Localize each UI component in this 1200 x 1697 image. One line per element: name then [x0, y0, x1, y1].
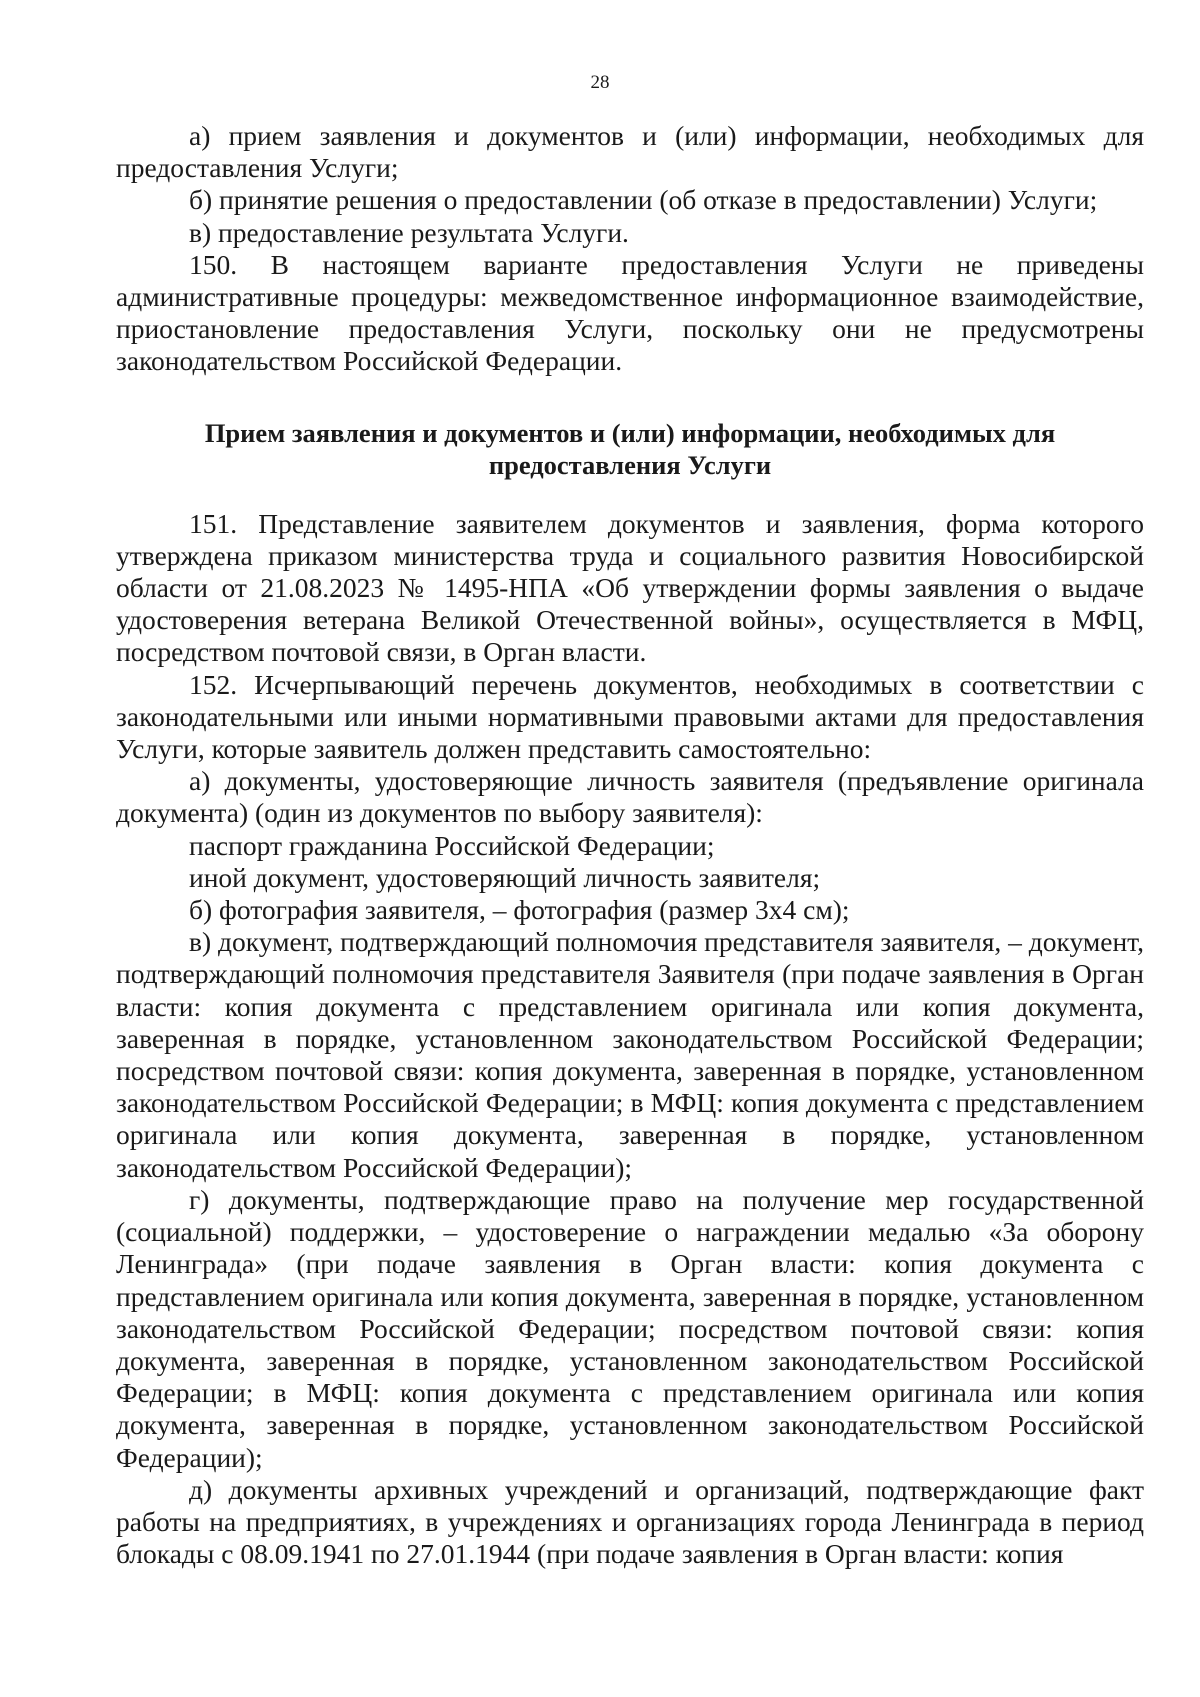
section-heading: Прием заявления и документов и (или) информации, необходимых для предоставления Услуги — [204, 417, 1056, 480]
page-number: 28 — [590, 72, 610, 93]
paragraph-152-b: б) фотография заявителя, – фотография (размер 3х4 см); — [189, 894, 850, 926]
paragraph-item-v: в) предоставление результата Услуги. — [189, 216, 629, 248]
paragraph-151: 151. Представление заявителем документов и заявления, форма которого утверждена приказом министерства труда и социального развития Новосибирской области от 21.08.2023 № 1495-НПА «Об утверждении формы заявления о выдаче удостоверения ветерана Великой Отечественной войны», осуществляется в МФЦ, посредством почтовой связи, в Орган власти. — [116, 507, 1144, 668]
document-body — [116, 120, 1144, 1570]
paragraph-152: 152. Исчерпывающий перечень документов, необходимых в соответствии с законодательными или иными нормативными правовыми актами для предоставления Услуги, которые заявитель должен представить самостоятельно: — [116, 668, 1144, 765]
paragraph-other-id: иной документ, удостоверяющий личность заявителя; — [189, 861, 821, 893]
paragraph-item-a: а) прием заявления и документов и (или) информации, необходимых для предоставления Услуги; — [116, 120, 1144, 184]
paragraph-passport: паспорт гражданина Российской Федерации; — [189, 829, 715, 861]
paragraph-152-v: в) документ, подтверждающий полномочия представителя заявителя, – документ, подтверждающий полномочия представителя Заявителя (при подаче заявления в Орган власти: копия документа с представлением оригинала или копия документа, заверенная в порядке, установленном законодательством Российской Федерации; посредством почтовой связи: копия документа, заверенная в порядке, установленном законодательством Российской Федерации; в МФЦ: копия документа с представлением оригинала или копия документа, заверенная в порядке, установленном законодательством Российской Федерации); — [116, 926, 1144, 1183]
paragraph-152-g: г) документы, подтверждающие право на получение мер государственной (социальной) поддержки, – удостоверение о награждении медалью «За оборону Ленинграда» (при подаче заявления в Орган власти: копия документа с представлением оригинала или копия документа, заверенная в порядке, установленном законодательством Российской Федерации; посредством почтовой связи: копия документа, заверенная в порядке, установленном законодательством Российской Федерации; в МФЦ: копия документа с представлением оригинала или копия документа, заверенная в порядке, установленном законодательством Российской Федерации); — [116, 1183, 1144, 1473]
paragraph-152-d: д) документы архивных учреждений и организаций, подтверждающие факт работы на предприятиях, в учреждениях и организациях города Ленинграда в период блокады с 08.09.1941 по 27.01.1944 (при подаче заявления в Орган власти: копия — [116, 1473, 1144, 1570]
paragraph-item-b: б) принятие решения о предоставлении (об отказе в предоставлении) Услуги; — [189, 184, 1098, 216]
paragraph-152-a: а) документы, удостоверяющие личность заявителя (предъявление оригинала документа) (один из документов по выбору заявителя): — [116, 765, 1144, 829]
paragraph-150: 150. В настоящем варианте предоставления Услуги не приведены административные процедуры: межведомственное информационное взаимодействие, приостановление предоставления Услуги, поскольку они не предусмотрены законодательством Российской Федерации. — [116, 248, 1144, 377]
